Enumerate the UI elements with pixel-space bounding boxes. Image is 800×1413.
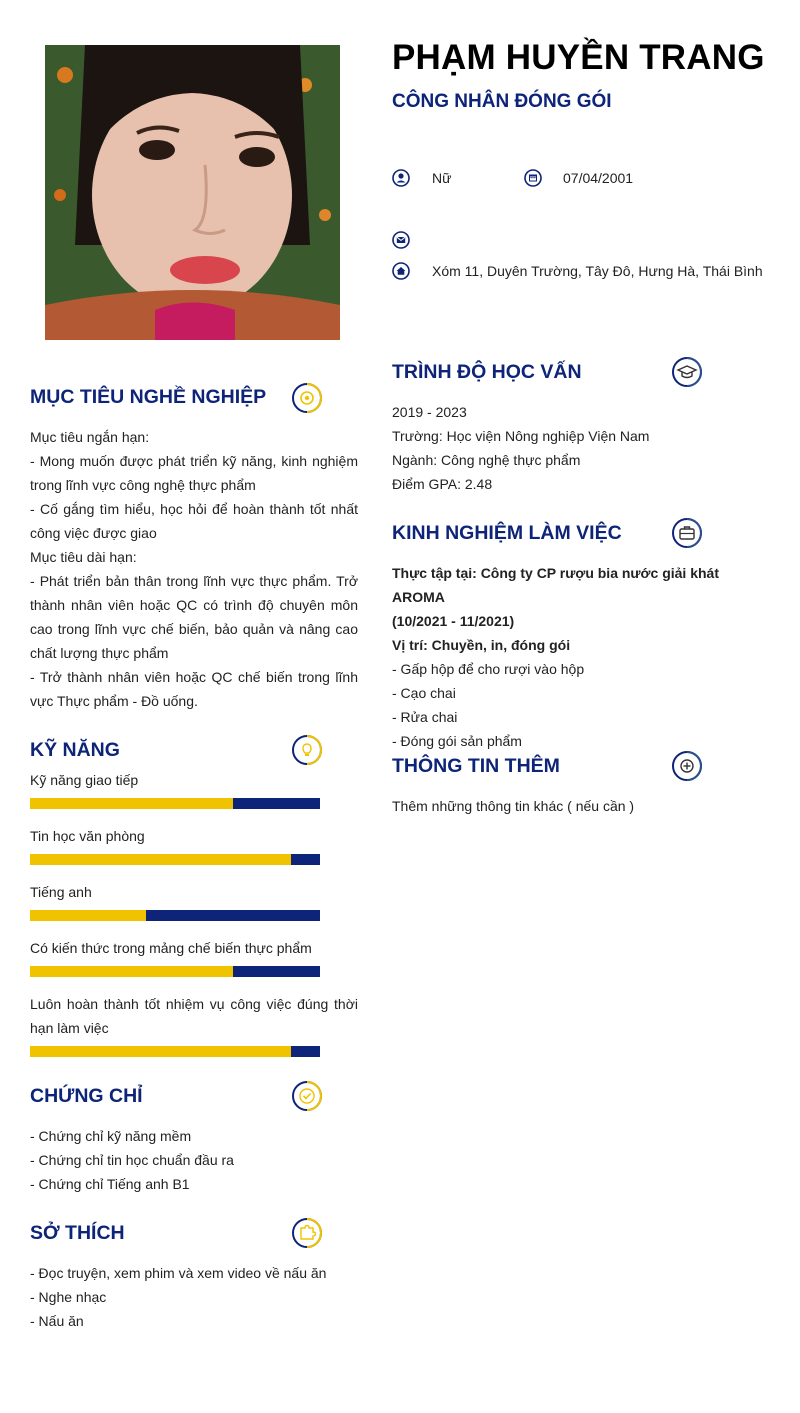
certificate-item: - Chứng chỉ kỹ năng mềm xyxy=(30,1128,192,1144)
hobbies-title: SỞ THÍCH xyxy=(30,1222,125,1244)
gender-icon xyxy=(392,169,410,192)
puzzle-icon xyxy=(291,1217,323,1254)
objective-line: - Trở thành nhân viên hoặc QC chế biến trong lĩnh vực Thực phẩm - Đồ uống. xyxy=(30,669,358,709)
certificates-list xyxy=(30,1124,234,1196)
plus-circle-icon xyxy=(671,750,703,787)
education-school: Trường: Học viện Nông nghiệp Viện Nam xyxy=(392,428,650,444)
hobby-item: - Nấu ăn xyxy=(30,1313,84,1329)
education-years: 2019 - 2023 xyxy=(392,404,467,420)
objective-line: - Cố gắng tìm hiểu, học hỏi để hoàn thành tốt nhất công việc được giao xyxy=(30,501,358,541)
objective-body xyxy=(30,425,358,713)
check-badge-icon xyxy=(291,1080,323,1117)
skill-bar-fill xyxy=(30,910,146,921)
skill-bar xyxy=(30,966,320,977)
certificate-item: - Chứng chỉ Tiếng anh B1 xyxy=(30,1176,190,1192)
address-value: Xóm 11, Duyên Trường, Tây Đô, Hưng Hà, Thái Bình xyxy=(432,263,763,279)
experience-task: - Cạo chai xyxy=(392,685,456,701)
email-icon xyxy=(392,231,410,254)
extra-info-title: THÔNG TIN THÊM xyxy=(392,755,560,777)
skill-name: Luôn hoàn thành tốt nhiệm vụ công việc đúng thời hạn làm việc xyxy=(30,996,358,1036)
objective-line: - Mong muốn được phát triển kỹ năng, kinh nghiệm trong lĩnh vực công nghệ thực phẩm xyxy=(30,453,358,493)
education-major: Ngành: Công nghệ thực phẩm xyxy=(392,452,581,468)
lightbulb-icon xyxy=(291,734,323,771)
experience-body xyxy=(392,561,772,753)
job-title: CÔNG NHÂN ĐÓNG GÓI xyxy=(392,91,612,112)
hobby-item: - Đọc truyện, xem phim và xem video về nấu ăn xyxy=(30,1265,327,1281)
objective-line: Mục tiêu dài hạn: xyxy=(30,549,137,565)
skill-bar-fill xyxy=(30,966,233,977)
target-icon xyxy=(291,382,323,419)
skill-name: Có kiến thức trong mảng chế biến thực phẩm xyxy=(30,940,312,956)
gender-value: Nữ xyxy=(432,170,452,186)
skill-bar xyxy=(30,1046,320,1057)
home-icon xyxy=(392,262,410,285)
experience-task: - Đóng gói sản phẩm xyxy=(392,733,522,749)
portrait-illustration xyxy=(45,45,340,340)
skill-name: Tin học văn phòng xyxy=(30,828,145,844)
education-title: TRÌNH ĐỘ HỌC VẤN xyxy=(392,361,582,383)
hobby-item: - Nghe nhạc xyxy=(30,1289,107,1305)
education-body xyxy=(392,400,649,496)
candidate-name: PHẠM HUYỀN TRANG xyxy=(392,38,765,77)
experience-period: (10/2021 - 11/2021) xyxy=(392,613,515,629)
objective-title: MỤC TIÊU NGHỀ NGHIỆP xyxy=(30,386,267,408)
birthdate-value: 07/04/2001 xyxy=(563,170,634,186)
skill-bar xyxy=(30,798,320,809)
experience-company: Thực tập tại: Công ty CP rượu bia nước giải khát AROMA xyxy=(392,565,719,605)
certificates-title: CHỨNG CHỈ xyxy=(30,1085,143,1107)
education-gpa: Điểm GPA: 2.48 xyxy=(392,476,493,492)
extra-info-text: Thêm những thông tin khác ( nếu cần ) xyxy=(392,798,635,814)
skill-bar xyxy=(30,854,320,865)
profile-photo xyxy=(45,45,340,340)
experience-task: - Gấp hộp để cho rượi vào hộp xyxy=(392,661,585,677)
skill-bar-fill xyxy=(30,854,291,865)
objective-line: - Phát triển bản thân trong lĩnh vực thực phẩm. Trở thành nhân viên hoặc QC có trình độ chuyên môn cao trong lĩnh vực chế biến, bảo quản và nâng cao chất lượng thực phẩm xyxy=(30,573,358,661)
skill-bar-fill xyxy=(30,1046,291,1057)
skill-bar xyxy=(30,910,320,921)
experience-title: KINH NGHIỆM LÀM VIỆC xyxy=(392,522,622,544)
skill-bar-fill xyxy=(30,798,233,809)
skill-name: Kỹ năng giao tiếp xyxy=(30,772,139,788)
calendar-icon xyxy=(524,169,542,192)
experience-task: - Rửa chai xyxy=(392,709,458,725)
briefcase-icon xyxy=(671,517,703,554)
certificate-item: - Chứng chỉ tin học chuẩn đầu ra xyxy=(30,1152,234,1168)
graduation-cap-icon xyxy=(671,356,703,393)
skills-title: KỸ NĂNG xyxy=(30,739,120,761)
hobbies-list xyxy=(30,1261,326,1333)
skill-name: Tiếng anh xyxy=(30,884,92,900)
objective-line: Mục tiêu ngắn hạn: xyxy=(30,429,150,445)
experience-position: Vị trí: Chuyền, in, đóng gói xyxy=(392,637,571,653)
